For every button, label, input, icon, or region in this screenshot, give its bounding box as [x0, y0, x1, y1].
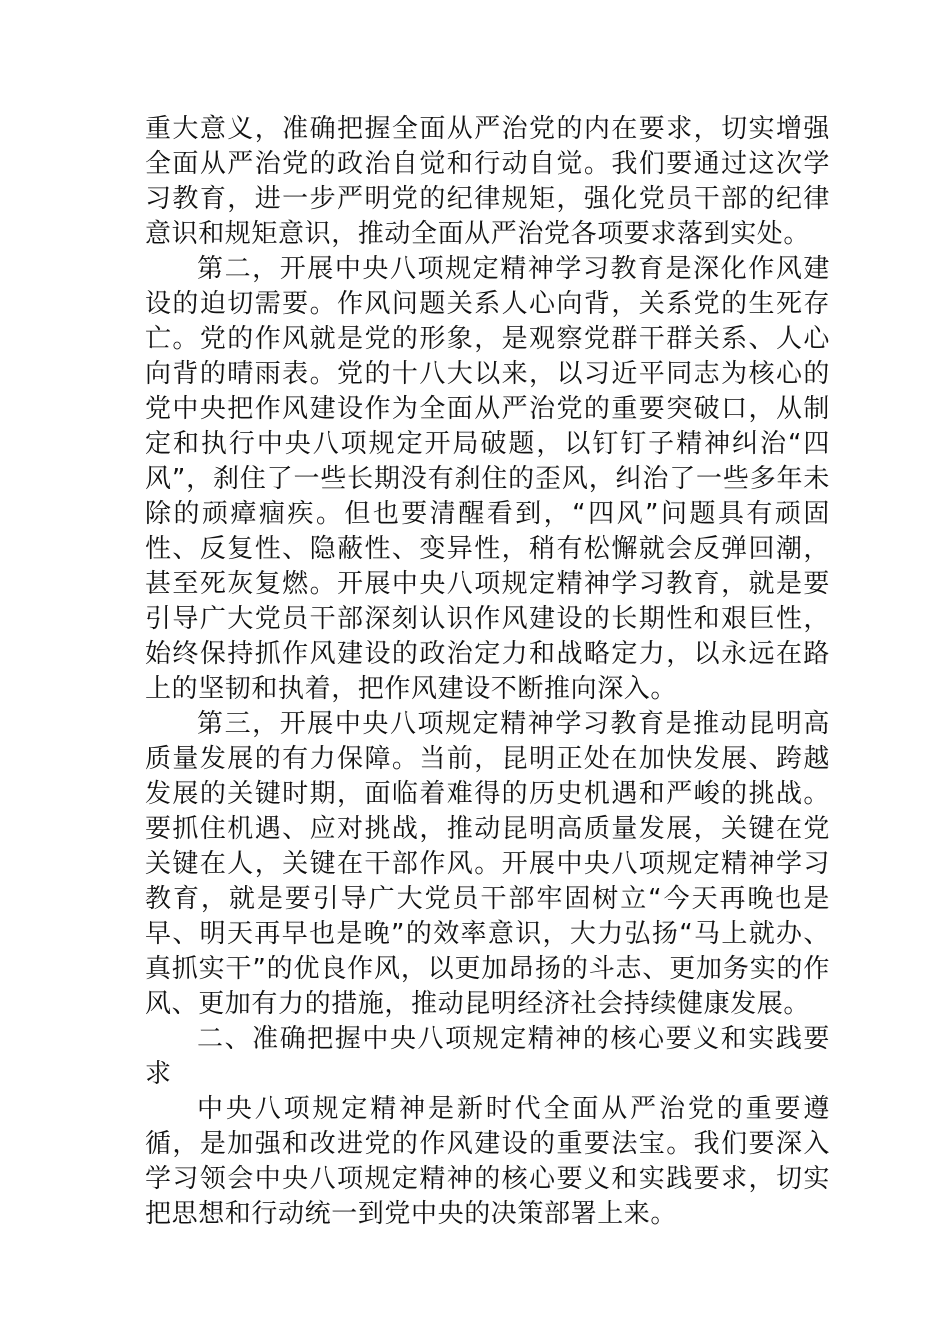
paragraph-third-point: 第三，开展中央八项规定精神学习教育是推动昆明高质量发展的有力保障。当前，昆明正处在加快发展、跨越发展的关键时期，面临着难得的历史机遇和严峻的挑战。要抓住机遇、应对挑战，推动昆明高质量发展，关键在党关键在人，关键在干部作风。开展中央八项规定精神学习教育，就是要引导广大党员干部牢固树立“今天再晚也是早、明天再早也是晚”的效率意识，大力弘扬“马上就办、真抓实干”的优良作风，以更加昂扬的斗志、更加务实的作风、更加有力的措施，推动昆明经济社会持续健康发展。 [145, 709, 830, 1019]
section-heading: 二、准确把握中央八项规定精神的核心要义和实践要求 [145, 1024, 830, 1089]
paragraph-second-point: 第二，开展中央八项规定精神学习教育是深化作风建设的迫切需要。作风问题关系人心向背，关系党的生死存亡。党的作风就是党的形象，是观察党群干群关系、人心向背的晴雨表。党的十八大以来，以习近平同志为核心的党中央把作风建设作为全面从严治党的重要突破口，从制定和执行中央八项规定开局破题，以钉钉子精神纠治“四风”，刹住了一些长期没有刹住的歪风，纠治了一些多年未除的顽瘴痼疾。但也要清醒看到，“四风”问题具有顽固性、反复性、隐蔽性、变异性，稍有松懈就会反弹回潮，甚至死灰复燃。开展中央八项规定精神学习教育，就是要引导广大党员干部深刻认识作风建设的长期性和艰巨性，始终保持抓作风建设的政治定力和战略定力，以永远在路上的坚韧和执着，把作风建设不断推向深入。 [145, 254, 830, 704]
document-body [145, 112, 830, 1232]
paragraph-continuation: 重大意义，准确把握全面从严治党的内在要求，切实增强全面从严治党的政治自觉和行动自觉。我们要通过这次学习教育，进一步严明党的纪律规矩，强化党员干部的纪律意识和规矩意识，推动全面从严治党各项要求落到实处。 [145, 114, 830, 249]
paragraph-section-intro: 中央八项规定精神是新时代全面从严治党的重要遵循，是加强和改进党的作风建设的重要法宝。我们要深入学习领会中央八项规定精神的核心要义和实践要求，切实把思想和行动统一到党中央的决策部署上来。 [145, 1094, 830, 1229]
